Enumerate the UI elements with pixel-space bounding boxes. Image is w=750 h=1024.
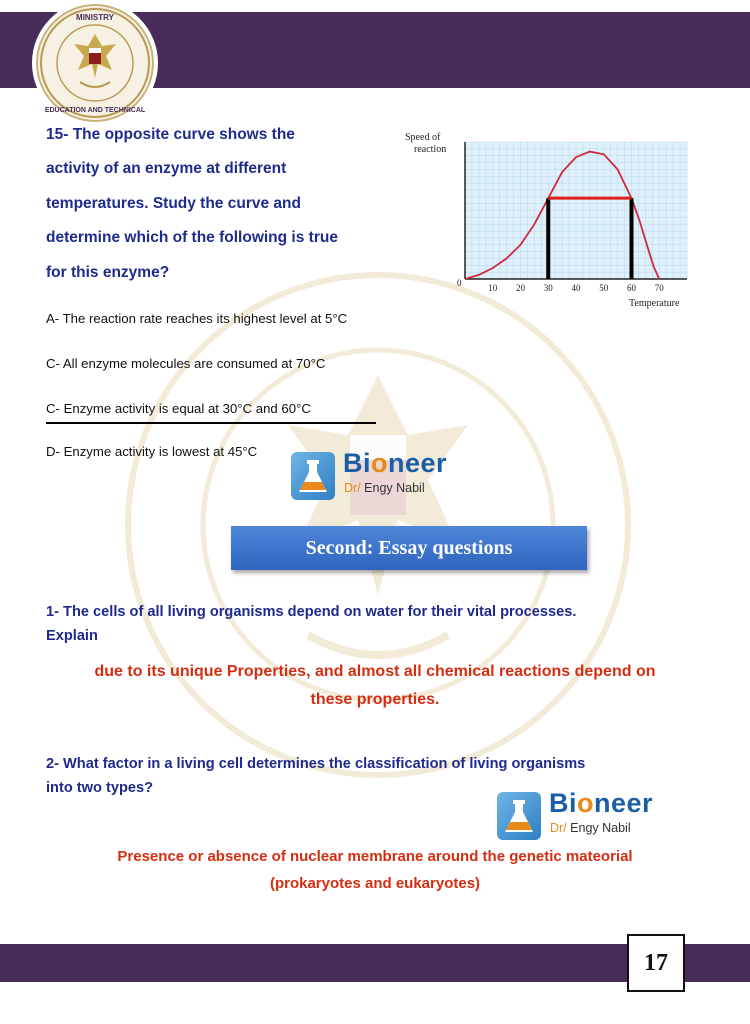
x-tick-label: 40 — [571, 283, 581, 293]
svg-text:EDUCATION AND TECHNICAL: EDUCATION AND TECHNICAL — [44, 107, 146, 114]
question-15-line: determine which of the following is true — [46, 229, 338, 247]
origin-label: 0 — [457, 278, 462, 288]
question-15-line: for this enzyme? — [46, 263, 170, 281]
svg-text:MINISTRY: MINISTRY — [76, 13, 114, 22]
option-a: A- The reaction rate reaches its highest level at 5°C — [46, 311, 348, 326]
x-tick-label: 30 — [543, 283, 553, 293]
author-credit — [550, 821, 631, 835]
brand-part: Bi — [343, 448, 371, 478]
page-number: 17 — [627, 934, 685, 992]
enzyme-activity-chart — [405, 128, 705, 318]
flask-icon — [291, 452, 335, 500]
question-1-line: 1- The cells of all living organisms depend on water for their vital processes. — [46, 604, 577, 620]
question-1-line: Explain — [46, 628, 98, 644]
option-c: C- Enzyme activity is equal at 30°C and 60°C — [46, 401, 311, 416]
question-2-line: 2- What factor in a living cell determines the classification of living organisms — [46, 756, 586, 772]
enzyme-activity-chart-svg — [405, 128, 705, 318]
x-tick-label: 20 — [516, 283, 525, 293]
flask-icon — [497, 792, 541, 840]
author-prefix: Dr/ — [344, 481, 361, 495]
answer-1 — [0, 658, 750, 714]
section-title: Second: Essay questions — [231, 526, 587, 570]
question-2-line: into two types? — [46, 780, 154, 796]
option-d: D- Enzyme activity is lowest at 45°C — [46, 444, 258, 459]
answer-2-line: Presence or absence of nuclear membrane around the genetic mateorial — [117, 848, 633, 865]
question-15 — [46, 118, 391, 290]
x-tick-label: 70 — [654, 283, 664, 293]
bioneer-brand — [549, 788, 653, 819]
brand-part: Bi — [549, 788, 577, 818]
answer-2 — [20, 843, 730, 897]
question-15-line: activity of an enzyme at different — [46, 160, 287, 178]
x-tick-label: 50 — [599, 283, 609, 293]
author-name: Engy Nabil — [364, 481, 425, 495]
y-axis-label-line: Speed of — [405, 132, 441, 143]
y-axis-label-line: reaction — [414, 144, 447, 155]
ministry-seal — [32, 0, 158, 126]
author-prefix: Dr/ — [550, 821, 567, 835]
answer-1-line: due to its unique Properties, and almost all chemical reactions depend on — [94, 663, 656, 680]
brand-part: o — [577, 788, 594, 818]
question-15-line: temperatures. Study the curve and — [46, 194, 301, 212]
brand-part: o — [371, 448, 388, 478]
question-15-line: 15- The opposite curve shows the — [46, 126, 295, 143]
option-b: C- All enzyme molecules are consumed at 70°C — [46, 356, 326, 371]
chart-grid — [465, 142, 687, 279]
author-credit — [344, 481, 425, 495]
ministry-seal-icon — [36, 4, 154, 122]
brand-part: neer — [594, 788, 654, 818]
question-1 — [46, 600, 706, 648]
x-axis-label: Temperature — [629, 298, 680, 309]
author-name: Engy Nabil — [570, 821, 631, 835]
correct-answer-underline — [46, 422, 376, 424]
brand-part: neer — [388, 448, 448, 478]
answer-1-line: these properties. — [310, 691, 440, 708]
x-tick-label: 60 — [627, 283, 636, 293]
bioneer-brand — [343, 448, 447, 479]
x-tick-label: 10 — [488, 283, 498, 293]
answer-2-line: (prokaryotes and eukaryotes) — [269, 875, 481, 892]
x-tick-labels — [488, 283, 664, 293]
